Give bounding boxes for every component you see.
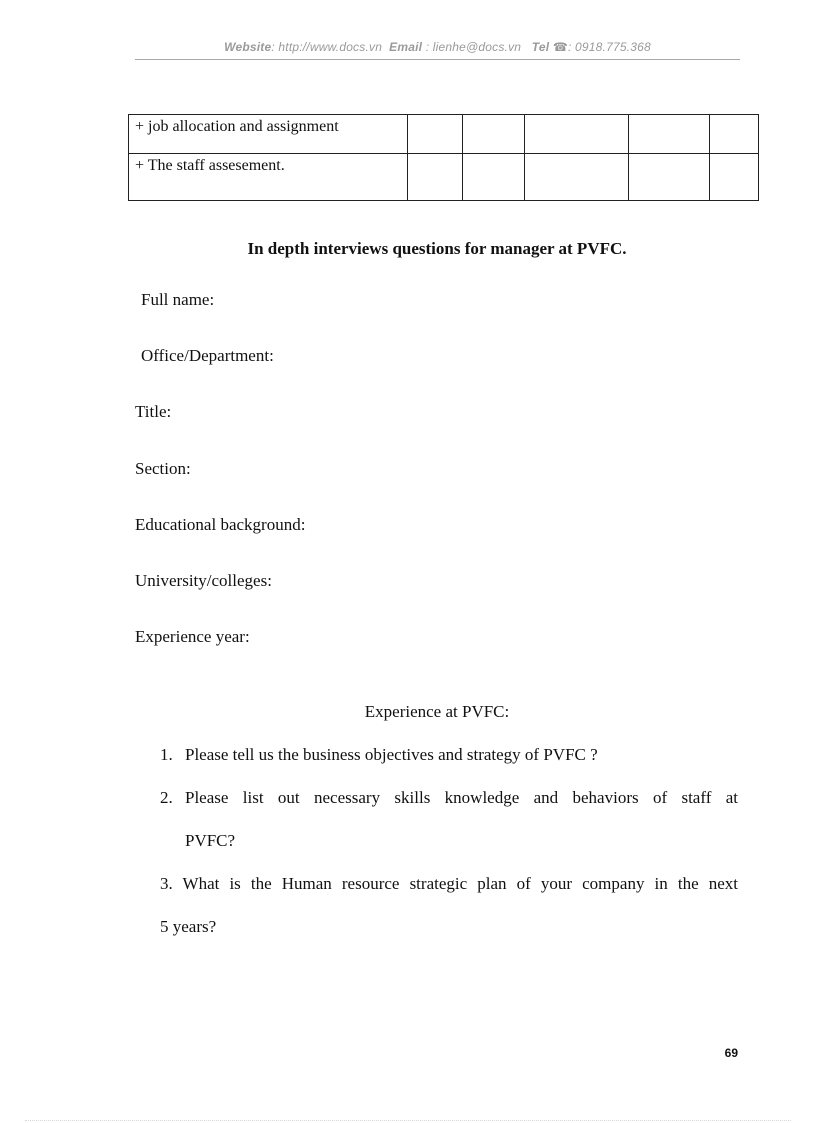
question-1-text: Please tell us the business objectives and strategy of PVFC ?	[185, 745, 598, 764]
question-2-line-1: Please list out necessary skills knowledge and behaviors of staff at	[185, 788, 738, 807]
question-2-line-2: PVFC?	[185, 831, 236, 850]
table-cell	[525, 154, 629, 201]
phone-icon: ☎	[552, 40, 568, 54]
table-cell	[710, 154, 759, 201]
tel-label: Tel	[531, 40, 550, 54]
question-number: 2.	[160, 788, 173, 807]
section-heading: In depth interviews questions for manager at PVFC.	[247, 239, 627, 258]
tel-value: : 0918.775.368	[567, 40, 651, 54]
question-2	[160, 788, 173, 808]
evaluation-table	[128, 114, 759, 201]
question-1	[160, 745, 173, 765]
table-cell	[463, 154, 525, 201]
education-label: Educational background:	[135, 515, 306, 534]
footer-divider	[25, 1120, 791, 1121]
table-cell	[463, 115, 525, 154]
email-label: Email	[389, 40, 423, 54]
page-number: 69	[724, 1046, 738, 1060]
table-cell	[525, 115, 629, 154]
table-cell	[629, 154, 710, 201]
table-cell	[408, 115, 463, 154]
office-label: Office/Department:	[141, 346, 274, 365]
title-label: Title:	[135, 402, 172, 421]
table-row	[129, 154, 759, 201]
header-divider	[135, 59, 740, 60]
table-cell	[408, 154, 463, 201]
website-value[interactable]: : http://www.docs.vn	[271, 40, 383, 54]
question-3-line-2: 5 years?	[160, 917, 217, 936]
table-cell-label: + job allocation and assignment	[129, 115, 408, 154]
university-label: University/colleges:	[135, 571, 272, 590]
question-number: 1.	[160, 745, 173, 764]
table-cell	[629, 115, 710, 154]
experience-year-label: Experience year:	[135, 627, 250, 646]
email-value[interactable]: : lienhe@docs.vn	[425, 40, 522, 54]
subheading: Experience at PVFC:	[364, 702, 510, 721]
page-header	[135, 40, 740, 54]
table-cell-label: + The staff assesement.	[129, 154, 408, 201]
section-label: Section:	[135, 459, 191, 478]
full-name-label: Full name:	[141, 290, 215, 309]
question-3-line-1: 3. What is the Human resource strategic plan of your company in the next	[160, 874, 738, 893]
table-row	[129, 115, 759, 154]
website-label: Website	[224, 40, 272, 54]
table-cell	[710, 115, 759, 154]
